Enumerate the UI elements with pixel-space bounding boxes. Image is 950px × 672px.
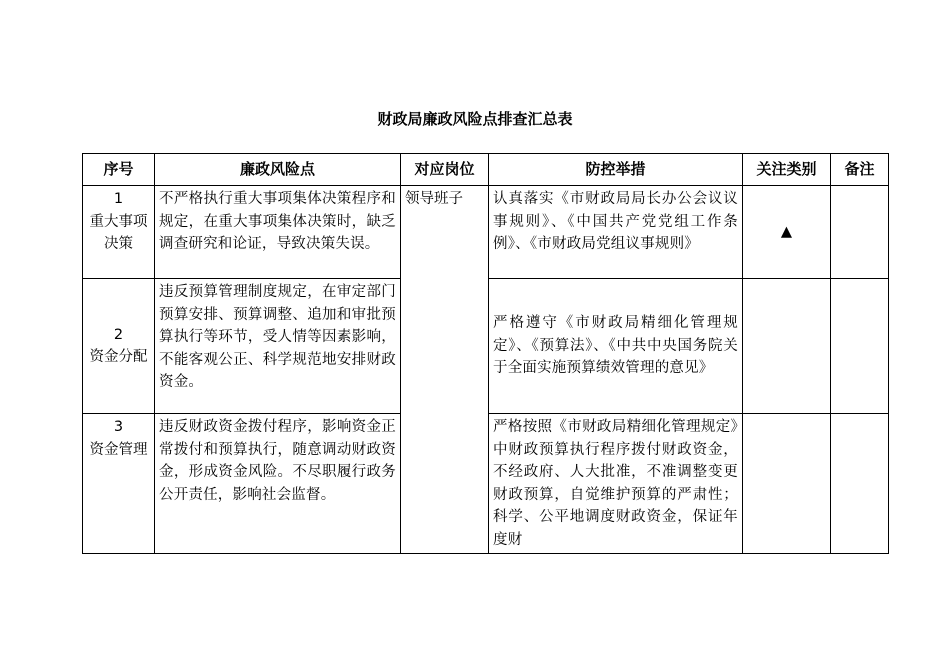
seq-item-name: 资金分配 — [89, 349, 148, 365]
measures-cell: 严格遵守《市财政局精细化管理规定》、《预算法》、《中共中央国务院关于全面实施预算绩效管理的意见》 — [489, 279, 743, 414]
seq-item-name: 资金管理 — [89, 441, 148, 458]
post-cell: 领导班子 — [401, 186, 489, 554]
header-post: 对应岗位 — [401, 154, 489, 186]
remark-cell — [831, 186, 889, 279]
risk-point-cell: 违反财政资金拨付程序，影响资金正常拨付和预算执行，随意调动财政资金，形成资金风险。不尽职履行政务公开责任，影响社会监督。 — [155, 414, 401, 554]
table-header-row — [83, 154, 889, 186]
seq-number: 2 — [113, 326, 124, 343]
remark-cell — [831, 279, 889, 414]
measures-cell: 严格按照《市财政局精细化管理规定》中财政预算执行程序拨付财政资金，不经政府、人大批准，不准调整变更财政预算，自觉维护预算的严肃性；科学、公平地调度财政资金，保证年度财 — [489, 414, 743, 554]
risk-point-cell: 不严格执行重大事项集体决策程序和规定，在重大事项集体决策时，缺乏调查研究和论证，导致决策失误。 — [155, 186, 401, 279]
category-cell — [743, 279, 831, 414]
header-no: 序号 — [83, 154, 155, 186]
header-measures: 防控举措 — [489, 154, 743, 186]
seq-number: 1 — [113, 191, 124, 207]
table-row — [83, 186, 889, 279]
seq-number: 3 — [113, 419, 124, 435]
risk-table — [82, 153, 889, 554]
measures-cell: 认真落实《市财政局局长办公会议议事规则》、《中国共产党党组工作条例》、《市财政局党组议事规则》 — [489, 186, 743, 279]
seq-item-name: 重大事项决策 — [89, 213, 148, 252]
category-cell — [743, 414, 831, 554]
category-cell: ▲ — [743, 186, 831, 279]
seq-cell — [83, 414, 155, 554]
header-remark: 备注 — [831, 154, 889, 186]
header-risk: 廉政风险点 — [155, 154, 401, 186]
remark-cell — [831, 414, 889, 554]
seq-cell — [83, 186, 155, 279]
document-title: 财政局廉政风险点排查汇总表 — [377, 110, 573, 128]
seq-cell — [83, 279, 155, 414]
risk-point-cell: 违反预算管理制度规定，在审定部门预算安排、预算调整、追加和审批预算执行等环节，受人情等因素影响，不能客观公正、科学规范地安排财政资金。 — [155, 279, 401, 414]
header-category: 关注类别 — [743, 154, 831, 186]
